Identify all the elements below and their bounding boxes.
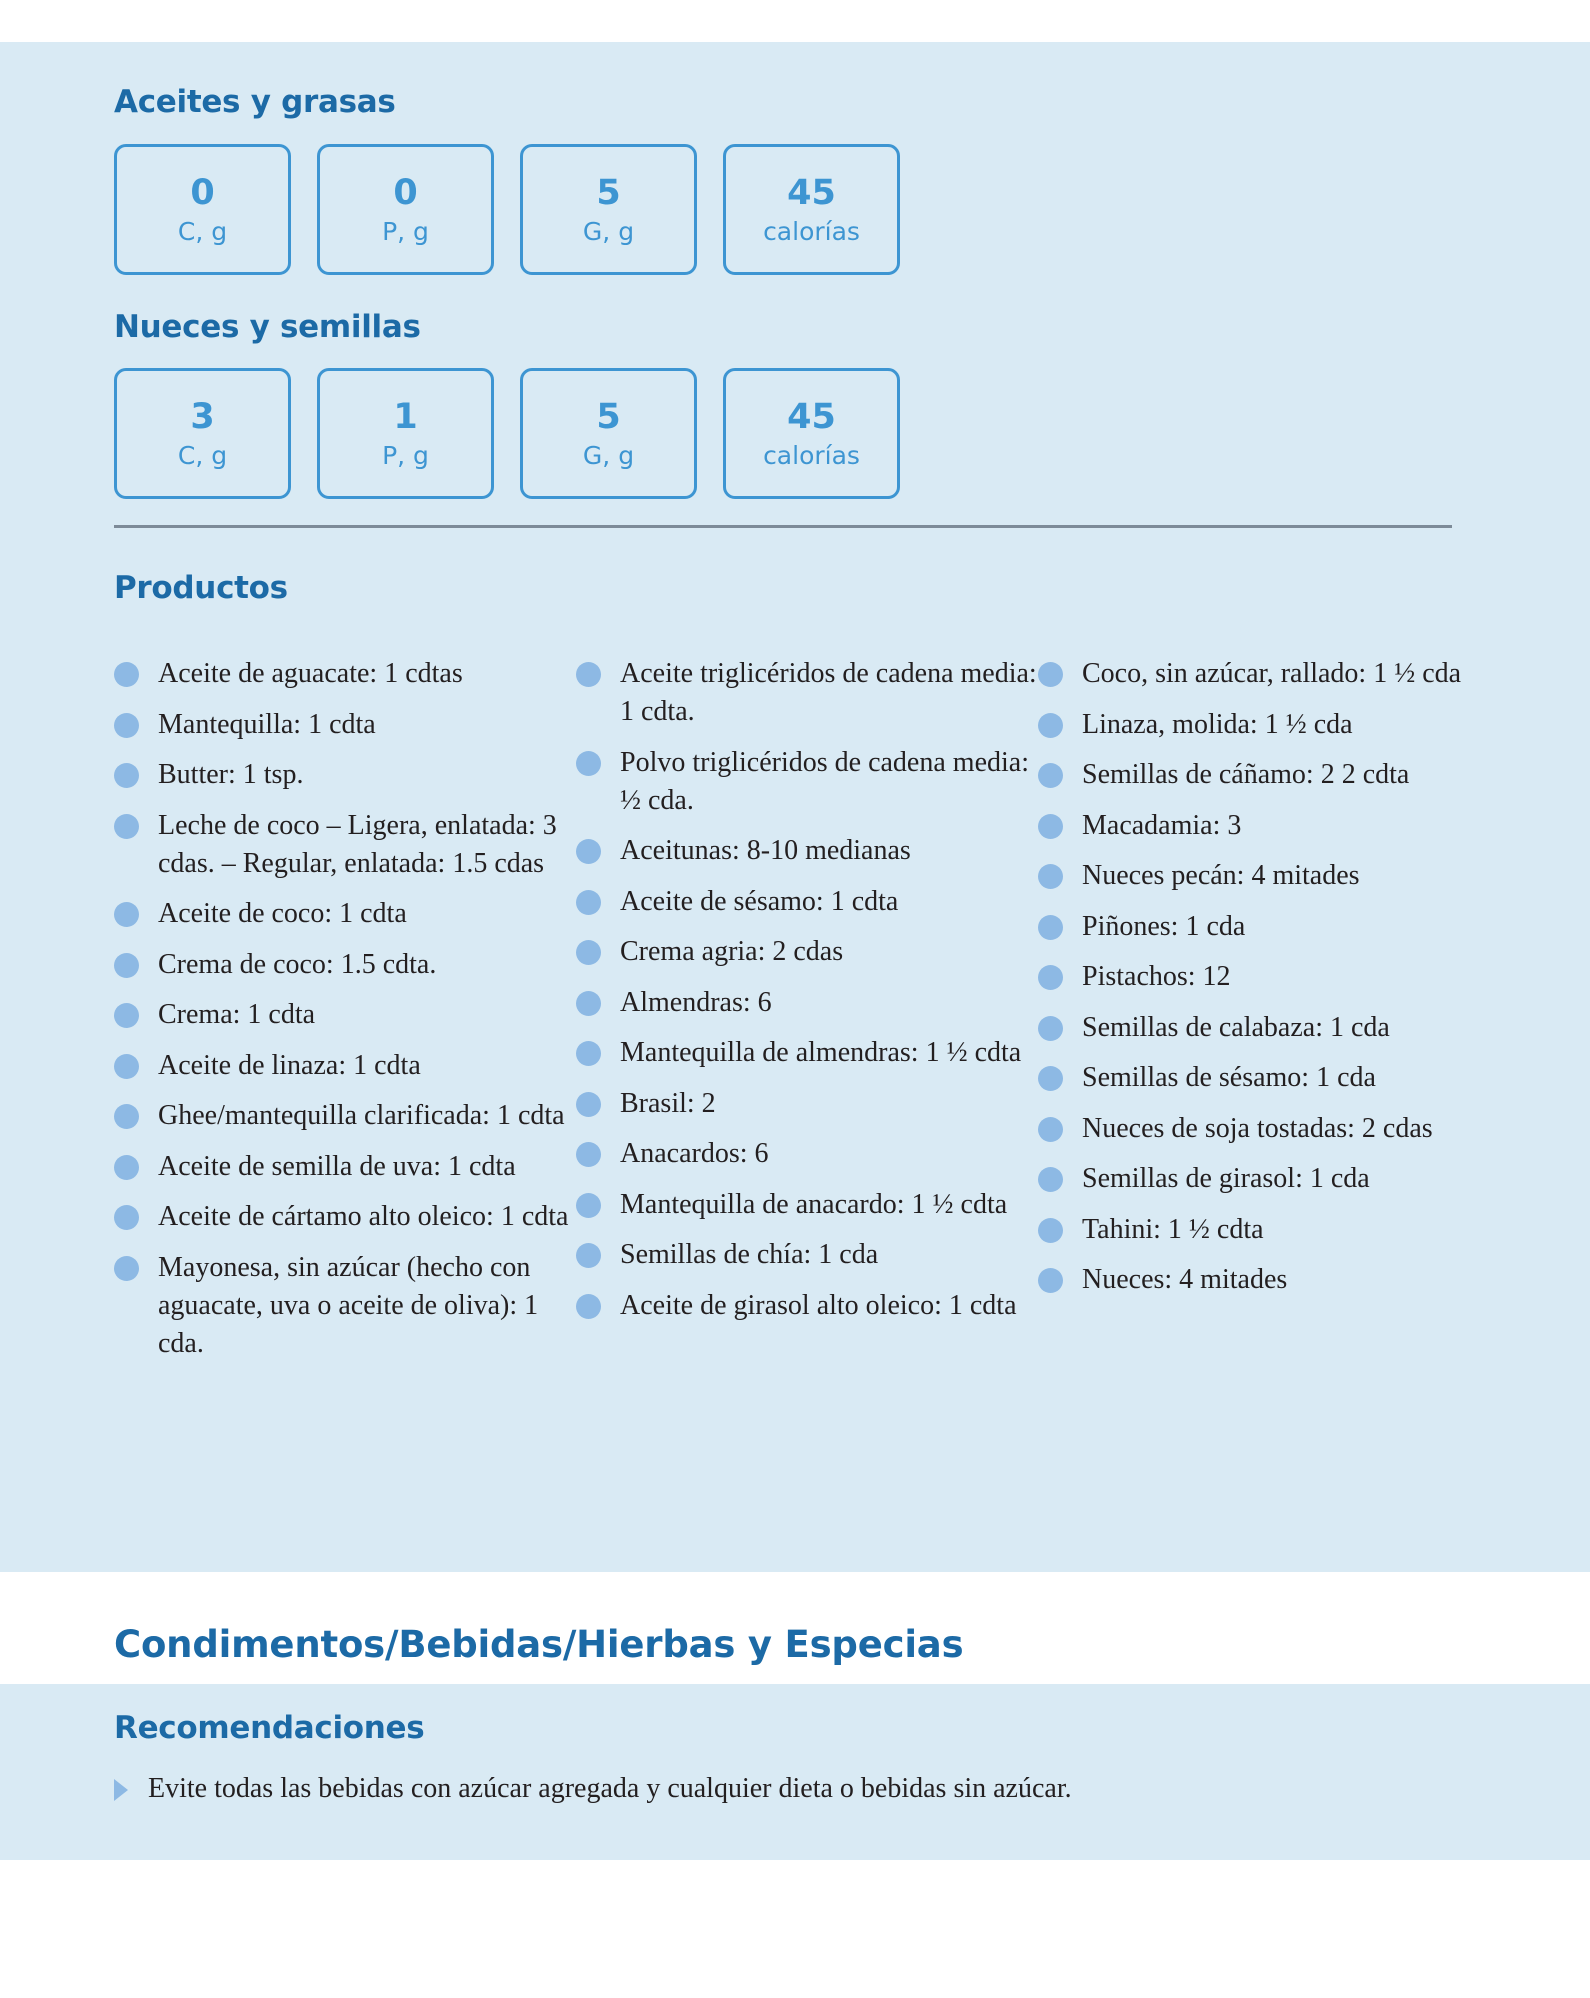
list-item-text: Aceitunas: 8-10 medianas <box>620 835 911 866</box>
oils-heading: Aceites y grasas <box>114 84 396 120</box>
stat-label: P, g <box>382 441 429 471</box>
list-item <box>576 1085 1038 1123</box>
list-item-text: Crema: 1 cdta <box>158 999 316 1030</box>
list-item-text: Aceite de semilla de uva: 1 cdta <box>158 1150 516 1182</box>
bullet-icon <box>114 1104 139 1129</box>
list-item <box>576 1135 1038 1173</box>
list-item-text: Semillas de cáñamo: 2 2 cdta <box>1082 759 1410 790</box>
nuts-heading: Nueces y semillas <box>114 309 421 345</box>
list-item-text: Aceite de sésamo: 1 cdta <box>620 885 899 917</box>
bullet-icon <box>576 890 601 915</box>
bullet-icon <box>576 1243 601 1268</box>
bullet-icon <box>576 662 601 687</box>
bullet-icon <box>1038 1016 1063 1041</box>
list-item <box>114 1097 576 1135</box>
list-item <box>576 883 1038 921</box>
bullet-icon <box>1038 1066 1063 1091</box>
section-divider <box>114 525 1452 528</box>
list-item-text: Leche de coco – Ligera, enlatada: 3 cdas. – Regular, enlatada: 1.5 cdas <box>158 809 557 879</box>
stat-value: 0 <box>190 172 215 213</box>
list-item <box>1038 1009 1500 1047</box>
list-item-text: Nueces: 4 mitades <box>1082 1264 1288 1295</box>
bullet-icon <box>114 1256 139 1281</box>
list-item <box>1038 1059 1500 1097</box>
bullet-icon <box>1038 1117 1063 1142</box>
list-item <box>1038 1160 1500 1198</box>
bullet-icon <box>576 1092 601 1117</box>
bullet-icon <box>114 1054 139 1079</box>
stat-label: G, g <box>582 441 635 471</box>
list-item <box>114 1047 576 1085</box>
bullet-icon <box>576 1142 601 1167</box>
bullet-icon <box>114 662 139 687</box>
bullet-icon <box>114 713 139 738</box>
recommendations-heading: Recomendaciones <box>114 1710 425 1746</box>
products-heading: Productos <box>114 570 288 606</box>
bullet-icon <box>1038 763 1063 788</box>
list-item-text: Coco, sin azúcar, rallado: 1 ½ cda <box>1082 658 1462 689</box>
list-item <box>576 655 1038 731</box>
nuts-fat-box <box>520 368 697 499</box>
stat-label: G, g <box>582 217 635 247</box>
list-item <box>114 946 576 984</box>
list-item-text: Crema agria: 2 cdas <box>620 936 844 967</box>
nuts-calories-box <box>723 368 900 499</box>
list-item-text: Aceite de aguacate: 1 cdtas <box>158 658 463 689</box>
stat-value: 0 <box>393 172 418 213</box>
bullet-icon <box>576 991 601 1016</box>
recommendation-text: Evite todas las bebidas con azúcar agregada y cualquier dieta o bebidas sin azúcar. <box>148 1773 1072 1804</box>
bullet-icon <box>1038 965 1063 990</box>
bullet-icon <box>114 1003 139 1028</box>
list-item-text: Ghee/mantequilla clarificada: 1 cdta <box>158 1100 565 1131</box>
list-item <box>1038 857 1500 895</box>
list-item-text: Aceite de linaza: 1 cdta <box>158 1049 421 1081</box>
list-item <box>1038 1211 1500 1249</box>
oils-protein-box <box>317 144 494 275</box>
bullet-icon <box>114 763 139 788</box>
products-column-3 <box>1038 655 1500 1375</box>
list-item-text: Aceite de coco: 1 cdta <box>158 898 407 929</box>
list-item-text: Semillas de girasol: 1 cda <box>1082 1163 1370 1194</box>
list-item <box>576 1034 1038 1072</box>
bullet-icon <box>576 751 601 776</box>
list-item <box>576 1287 1038 1325</box>
stat-value: 5 <box>596 172 621 213</box>
list-item-text: Macadamia: 3 <box>1082 809 1242 841</box>
nuts-carbs-box <box>114 368 291 499</box>
stat-label: calorías <box>763 217 860 247</box>
oils-calories-box <box>723 144 900 275</box>
list-item-text: Nueces pecán: 4 mitades <box>1082 860 1360 891</box>
list-item <box>114 655 576 693</box>
arrow-right-icon <box>114 1779 128 1801</box>
products-column-1 <box>114 655 576 1375</box>
bullet-icon <box>114 902 139 927</box>
nuts-stats <box>114 368 900 499</box>
list-item <box>1038 807 1500 845</box>
list-item <box>114 756 576 794</box>
list-item <box>114 807 576 883</box>
stat-value: 1 <box>393 396 418 437</box>
list-item <box>114 996 576 1034</box>
stat-label: calorías <box>763 441 860 471</box>
nuts-protein-box <box>317 368 494 499</box>
list-item <box>1038 908 1500 946</box>
bullet-icon <box>576 1294 601 1319</box>
list-item <box>576 933 1038 971</box>
list-item-text: Semillas de calabaza: 1 cda <box>1082 1011 1390 1043</box>
list-item-text: Mantequilla de anacardo: 1 ½ cdta <box>620 1188 1008 1220</box>
list-item <box>114 1249 576 1363</box>
list-item <box>114 895 576 933</box>
stat-value: 3 <box>190 396 215 437</box>
products-column-2 <box>576 655 1038 1375</box>
list-item-text: Crema de coco: 1.5 cdta. <box>158 948 437 980</box>
bullet-icon <box>576 1041 601 1066</box>
list-item <box>1038 655 1500 693</box>
bullet-icon <box>114 814 139 839</box>
stat-value: 5 <box>596 396 621 437</box>
list-item-text: Butter: 1 tsp. <box>158 759 304 790</box>
bullet-icon <box>114 1155 139 1180</box>
bullet-icon <box>1038 814 1063 839</box>
list-item <box>1038 958 1500 996</box>
list-item-text: Aceite de girasol alto oleico: 1 cdta <box>620 1289 1017 1321</box>
list-item <box>1038 706 1500 744</box>
list-item-text: Nueces de soja tostadas: 2 cdas <box>1082 1112 1433 1144</box>
list-item-text: Linaza, molida: 1 ½ cda <box>1082 708 1353 740</box>
list-item-text: Mantequilla: 1 cdta <box>158 708 376 740</box>
stat-value: 45 <box>787 396 836 437</box>
bullet-icon <box>114 1205 139 1230</box>
bullet-icon <box>114 953 139 978</box>
list-item-text: Semillas de chía: 1 cda <box>620 1239 879 1270</box>
list-item-text: Anacardos: 6 <box>620 1138 769 1169</box>
list-item <box>1038 756 1500 794</box>
list-item-text: Aceite de cártamo alto oleico: 1 cdta <box>158 1201 569 1232</box>
bullet-icon <box>1038 864 1063 889</box>
list-item <box>114 1148 576 1186</box>
bullet-icon <box>1038 713 1063 738</box>
bullet-icon <box>1038 662 1063 687</box>
list-item <box>114 706 576 744</box>
list-item <box>1038 1261 1500 1299</box>
condiments-heading: Condimentos/Bebidas/Hierbas y Especias <box>114 1623 964 1666</box>
list-item <box>576 984 1038 1022</box>
stat-label: P, g <box>382 217 429 247</box>
bullet-icon <box>1038 1218 1063 1243</box>
bullet-icon <box>1038 915 1063 940</box>
bullet-icon <box>576 940 601 965</box>
list-item <box>114 1198 576 1236</box>
stat-value: 45 <box>787 172 836 213</box>
list-item <box>576 832 1038 870</box>
oils-stats <box>114 144 900 275</box>
list-item <box>576 1236 1038 1274</box>
oils-carbs-box <box>114 144 291 275</box>
list-item-text: Semillas de sésamo: 1 cda <box>1082 1062 1376 1093</box>
list-item-text: Polvo triglicéridos de cadena media: ½ cda. <box>620 746 1029 816</box>
list-item-text: Piñones: 1 cda <box>1082 910 1246 942</box>
list-item-text: Brasil: 2 <box>620 1087 716 1119</box>
recommendation-item <box>114 1770 1072 1808</box>
bullet-icon <box>1038 1167 1063 1192</box>
oils-fat-box <box>520 144 697 275</box>
bullet-icon <box>576 1193 601 1218</box>
list-item-text: Mayonesa, sin azúcar (hecho con aguacate, uva o aceite de oliva): 1 cda. <box>158 1251 539 1359</box>
list-item-text: Pistachos: 12 <box>1082 961 1231 992</box>
list-item-text: Tahini: 1 ½ cdta <box>1082 1213 1264 1245</box>
list-item <box>576 744 1038 820</box>
list-item-text: Almendras: 6 <box>620 986 772 1018</box>
bullet-icon <box>1038 1268 1063 1293</box>
list-item-text: Mantequilla de almendras: 1 ½ cdta <box>620 1037 1022 1068</box>
stat-label: C, g <box>177 441 228 471</box>
stat-label: C, g <box>177 217 228 247</box>
list-item <box>1038 1110 1500 1148</box>
bullet-icon <box>576 839 601 864</box>
products-list <box>114 655 1514 1375</box>
list-item <box>576 1186 1038 1224</box>
list-item-text: Aceite triglicéridos de cadena media: 1 cdta. <box>620 658 1037 727</box>
